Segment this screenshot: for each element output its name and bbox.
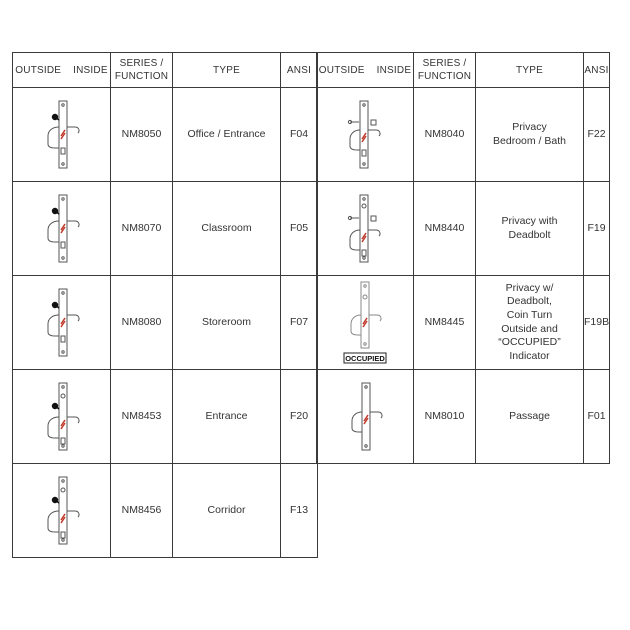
- lock-illustration-cell: [13, 276, 111, 370]
- lock-illustration-cell: [13, 464, 111, 558]
- occupied-badge: OCCUPIED: [345, 353, 385, 363]
- lock-illustration-cell: [317, 88, 414, 182]
- type-cell: Privacy w/ Deadbolt, Coin Turn Outside and “OCCUPIED” Indicator: [476, 276, 584, 370]
- ansi-cell: F19B: [584, 276, 610, 370]
- series-cell: NM8453: [111, 370, 173, 464]
- series-cell: NM8010: [414, 370, 476, 464]
- table-row: [13, 182, 318, 276]
- lock-illustration-cell: [317, 276, 414, 370]
- ansi-cell: F07: [281, 276, 318, 370]
- lever-lock-deadbolt-icon: [42, 382, 82, 452]
- table-row: [317, 88, 610, 182]
- header-series-function: SERIES / FUNCTION: [111, 53, 173, 88]
- series-cell: NM8456: [111, 464, 173, 558]
- table-header-row: [317, 53, 610, 88]
- lock-illustration-cell: [13, 182, 111, 276]
- header-outside: OUTSIDE: [15, 64, 62, 76]
- lock-illustration-cell: [13, 370, 111, 464]
- table-row: [13, 370, 318, 464]
- series-cell: NM8040: [414, 88, 476, 182]
- table-row: [13, 276, 318, 370]
- ansi-cell: F20: [281, 370, 318, 464]
- header-inside: INSIDE: [376, 64, 412, 76]
- series-cell: NM8440: [414, 182, 476, 276]
- header-outside-inside: [13, 53, 111, 88]
- lock-illustration-cell: [317, 370, 414, 464]
- type-cell: Classroom: [173, 182, 281, 276]
- series-cell: NM8445: [414, 276, 476, 370]
- lever-privacy-icon: [345, 100, 385, 170]
- table-header-row: [13, 53, 318, 88]
- lever-lock-button-icon: [42, 194, 82, 264]
- series-cell: NM8070: [111, 182, 173, 276]
- header-inside: INSIDE: [73, 64, 108, 76]
- header-outside: OUTSIDE: [318, 64, 365, 76]
- header-outside-inside: [317, 53, 414, 88]
- right-function-table: [316, 52, 610, 464]
- ansi-cell: F13: [281, 464, 318, 558]
- left-function-table: [12, 52, 318, 558]
- lever-occupied-indicator-icon: [343, 281, 387, 365]
- header-type: TYPE: [476, 53, 584, 88]
- lever-lock-deadbolt-icon: [42, 476, 82, 546]
- table-row: [13, 464, 318, 558]
- type-cell: Storeroom: [173, 276, 281, 370]
- lever-privacy-deadbolt-icon: [345, 194, 385, 264]
- lever-lock-button-icon: [42, 100, 82, 170]
- series-cell: NM8050: [111, 88, 173, 182]
- header-ansi: ANSI: [281, 53, 318, 88]
- ansi-cell: F01: [584, 370, 610, 464]
- header-ansi: ANSI: [584, 53, 610, 88]
- type-cell: Corridor: [173, 464, 281, 558]
- lever-passage-icon: [345, 382, 385, 452]
- table-row: [317, 276, 610, 370]
- header-series-function: SERIES / FUNCTION: [414, 53, 476, 88]
- type-cell: Entrance: [173, 370, 281, 464]
- header-type: TYPE: [173, 53, 281, 88]
- type-cell: Privacy with Deadbolt: [476, 182, 584, 276]
- table-row: [317, 370, 610, 464]
- ansi-cell: F22: [584, 88, 610, 182]
- type-cell: Passage: [476, 370, 584, 464]
- ansi-cell: F04: [281, 88, 318, 182]
- series-cell: NM8080: [111, 276, 173, 370]
- ansi-cell: F05: [281, 182, 318, 276]
- ansi-cell: F19: [584, 182, 610, 276]
- type-cell: Privacy Bedroom / Bath: [476, 88, 584, 182]
- lever-lock-button-icon: [42, 288, 82, 358]
- lock-illustration-cell: [13, 88, 111, 182]
- table-row: [13, 88, 318, 182]
- lock-illustration-cell: [317, 182, 414, 276]
- table-row: [317, 182, 610, 276]
- type-cell: Office / Entrance: [173, 88, 281, 182]
